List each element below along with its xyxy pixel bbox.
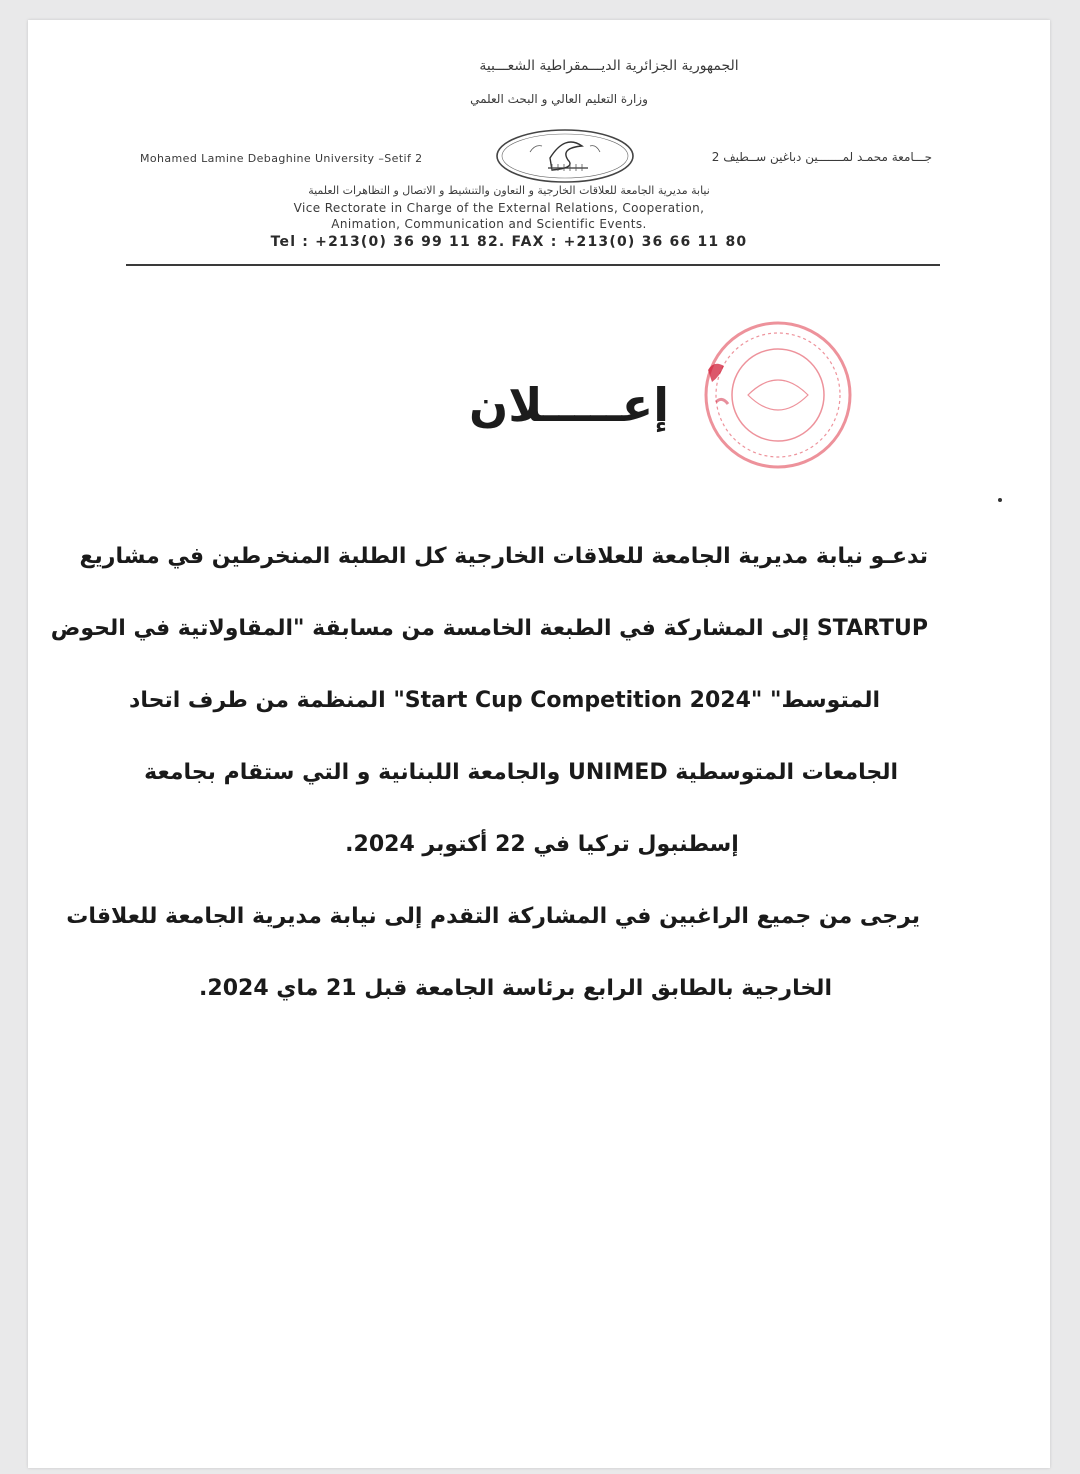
body-line-4: الجامعات المتوسطية UNIMED والجامعة اللبنانية و التي ستقام بجامعة [144,760,898,785]
contact-line: Tel : +213(0) 36 99 11 82. FAX : +213(0) 36 66 11 80 [270,234,748,250]
body-line-1: تدعـو نيابة مديرية الجامعة للعلاقات الخارجية كل الطلبة المنخرطين في مشاريع [79,544,928,569]
body-line-2: STARTUP إلى المشاركة في الطبعة الخامسة من مسابقة "المقاولاتية في الحوض [50,616,928,641]
republic-heading: الجمهورية الجزائرية الديـــمقراطية الشعـــبية [479,58,739,74]
body-line-3: المتوسط" "Start Cup Competition 2024" المنظمة من طرف اتحاد [129,688,880,713]
university-logo-icon [490,124,640,188]
stray-dot [998,498,1002,502]
university-name-en: Mohamed Lamine Debaghine University –Setif 2 [140,152,423,165]
announcement-title: إعـــــلان [469,378,669,432]
body-line-6: يرجى من جميع الراغبين في المشاركة التقدم إلى نيابة مديرية الجامعة للعلاقات [66,904,920,929]
body-line-5: إسطنبول تركيا في 22 أكتوبر 2024. [345,832,739,857]
vice-rectorate-en-line-1: Vice Rectorate in Charge of the External Relations, Cooperation, [293,201,705,215]
body-line-7: الخارجية بالطابق الرابع برئاسة الجامعة قبل 21 ماي 2024. [199,976,832,1001]
ministry-heading: وزارة التعليم العالي و البحث العلمي [470,92,648,106]
university-row [28,124,1050,188]
university-name-ar: جـــامعة محمـد لمـــــــين دباغين ســطيف 2 [711,150,932,164]
header-divider [126,264,940,266]
vice-rectorate-en-line-2: Animation, Communication and Scientific Events. [331,217,647,231]
document-page [28,20,1050,1468]
vice-rectorate-ar: نيابة مديرية الجامعة للعلاقات الخارجية و التعاون والتنشيط و الاتصال و التظاهرات العلمية [308,184,710,197]
